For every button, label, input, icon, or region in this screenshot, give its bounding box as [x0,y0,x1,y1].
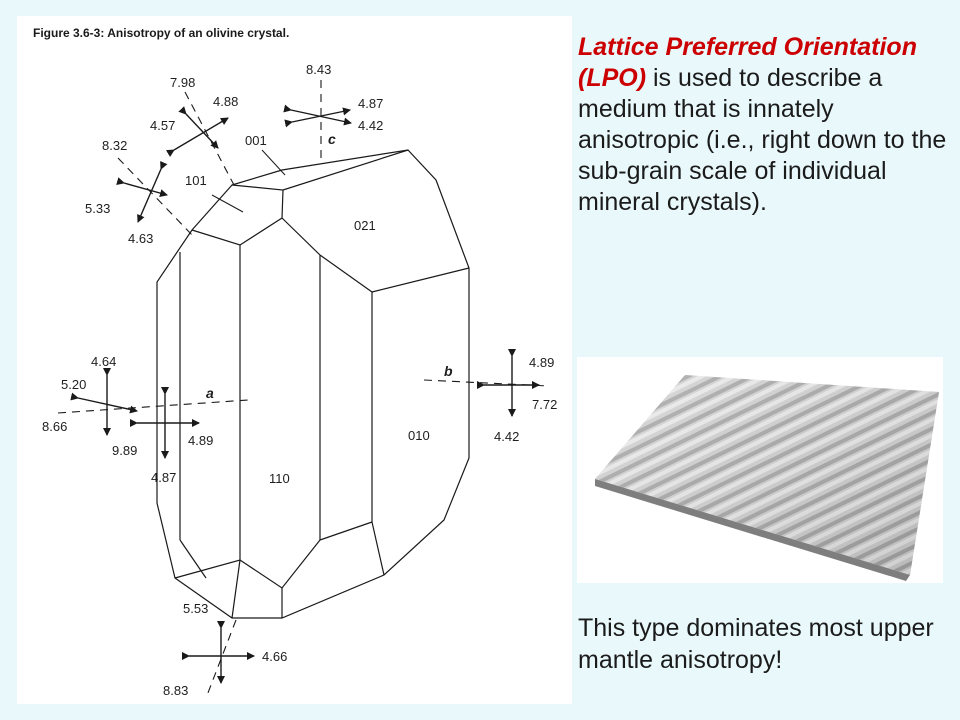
bottom-statement: This type dominates most upper mantle anisotropy! [578,614,934,674]
velocity-label: 7.98 [170,75,196,90]
corrugated-sheet-image [577,357,943,583]
axis-label-b: b [444,363,453,379]
velocity-label: 4.88 [213,94,239,109]
velocity-label: 8.83 [163,683,189,698]
axis-label-a: a [206,385,214,401]
velocity-label: 4.57 [150,118,176,133]
corrugated-sheet-drawing [577,357,943,583]
face-label-110: 110 [269,471,290,486]
face-leader-001 [262,150,285,175]
velocity-label: 4.42 [358,118,384,133]
face-label-010: 010 [408,428,430,443]
lpo-term: Lattice Preferred Orientation (LPO) [578,33,917,92]
face-leader-101 [212,195,243,212]
velocity-label: 5.53 [183,601,209,616]
velocity-label: 5.33 [85,201,111,216]
velocity-label: 8.32 [102,138,128,153]
crystal-outline [157,150,469,618]
velocity-label: 9.89 [112,443,138,458]
axis-label-c: c [328,131,336,147]
velocity-label: 4.89 [529,355,555,370]
velocity-label: 4.64 [91,354,117,369]
velocity-label: 4.63 [128,231,154,246]
dashed-axes [58,80,549,698]
velocity-label: 4.42 [494,429,520,444]
velocity-label: 7.72 [532,397,558,412]
lpo-description [578,32,948,218]
lpo-description-rest: is used to describe a medium that is innately anisotropic (i.e., right down to the sub-grain scale of individual mineral crystals). [578,64,947,216]
face-label-021: 021 [354,218,376,233]
velocity-label: 8.43 [306,62,332,77]
velocity-label: 8.66 [42,419,68,434]
velocity-label: 4.87 [151,470,177,485]
velocity-label: 4.89 [188,433,214,448]
velocity-label: 4.87 [358,96,384,111]
face-label-101: 101 [185,173,207,188]
face-label-001: 001 [245,133,267,148]
velocity-label: 4.66 [262,649,288,664]
velocity-label: 5.20 [61,377,87,392]
figure-title: Figure 3.6-3: Anisotropy of an olivine crystal. [33,26,290,40]
velocity-arrows [78,110,539,683]
